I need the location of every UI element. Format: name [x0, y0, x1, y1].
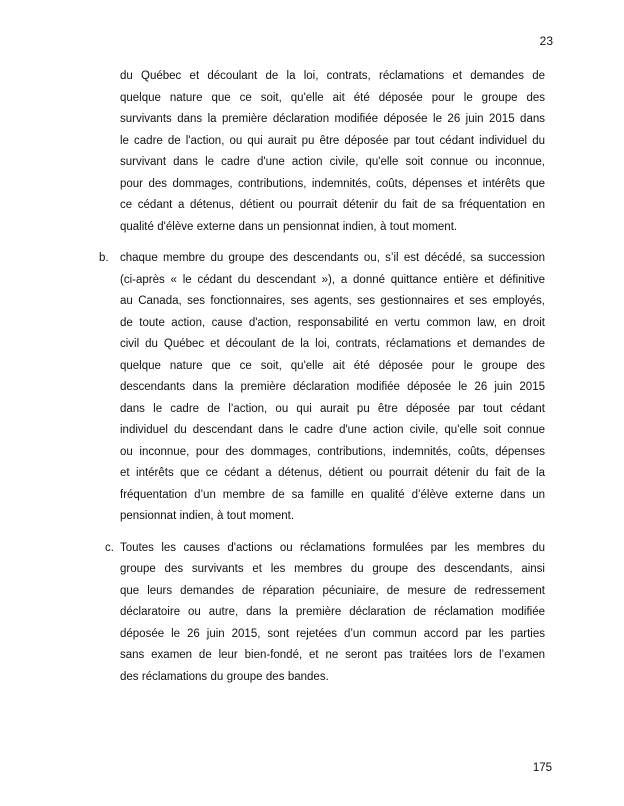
text-line: descendants dans la première déclaration modifiée déposée le 26 juin 2015 [120, 381, 545, 393]
text-line: déclaratoire ou autre, dans la première déclaration de réclamation modifiée [120, 606, 545, 618]
text-line: des réclamations du groupe des bandes. [120, 670, 329, 683]
text-line: de toute action, cause d'action, responsabilité en vertu common law, en droit [120, 316, 545, 329]
text-line: survivants dans la première déclaration modifiée déposée le 26 juin 2015 dans [120, 113, 545, 125]
text-line: ou inconnue, pour des dommages, contributions, indemnités, coûts, dépenses [120, 445, 545, 458]
text-line: qualité d'élève externe dans un pensionnat indien, à tout moment. [120, 220, 458, 233]
text-line: groupe des survivants et les membres du groupe des descendants, ainsi [120, 563, 545, 575]
text-line: (ci-après « le cédant du descendant »), a donné quittance entière et définitive [120, 273, 545, 286]
text-line: Toutes les causes d'actions ou réclamations formulées par les membres du [120, 541, 545, 554]
text-line: quelque nature que ce soit, qu'elle ait été déposée pour le groupe des [120, 91, 545, 104]
text-line: survivant dans le cadre d'une action civile, qu'elle soit connue ou inconnue, [120, 156, 545, 168]
text-line: individuel du descendant dans le cadre d'une action civile, qu'elle soit connue [120, 424, 545, 436]
text-line: chaque membre du groupe des descendants ou, s’il est décédé, sa succession [120, 252, 545, 264]
text-line: ce cédant a détenus, détient ou pourrait détenir du fait de sa fréquentation en [120, 199, 545, 211]
footer-page-number: 175 [532, 762, 552, 774]
text-line: sans examen de leur bien-fondé, et ne seront pas traitées lors de l’examen [120, 649, 545, 661]
text-line: du Québec et découlant de la loi, contrats, réclamations et demandes de [120, 70, 545, 82]
text-line: le cadre de l'action, ou qui aurait pu être déposée par tout cédant individuel du [120, 134, 545, 147]
list-marker-item-b: b. [99, 252, 109, 264]
header-page-number: 23 [539, 34, 553, 48]
text-line: au Canada, ses fonctionnaires, ses agents, ses gestionnaires et ses employés, [120, 295, 545, 307]
paragraph-item-a-continuation [120, 66, 545, 238]
text-line: et intérêts que ce cédant a détenus, détient ou pourrait détenir du fait de la [120, 467, 545, 479]
text-line: civil du Québec et découlant de la loi, contrats, réclamations et demandes de [120, 338, 545, 350]
text-line: pour des dommages, contributions, indemnités, coûts, dépenses et intérêts que [120, 177, 545, 190]
document-body [99, 66, 545, 688]
text-line: dans le cadre de l’action, ou qui aurait pu être déposée par tout cédant [120, 402, 545, 415]
text-line: que leurs demandes de réparation pécuniaire, de mesure de redressement [120, 584, 545, 597]
paragraph-item-b [99, 248, 545, 528]
text-line: quelque nature que ce soit, qu'elle ait été déposée pour le groupe des [120, 359, 545, 372]
text-line: fréquentation d’un membre de sa famille en qualité d’élève externe dans un [120, 488, 545, 501]
text-line: déposée le 26 juin 2015, sont rejetées d’un commun accord par les parties [120, 627, 545, 640]
text-line: pensionnat indien, à tout moment. [120, 510, 295, 522]
paragraph-item-c [105, 538, 545, 689]
list-marker-item-c: c. [105, 541, 114, 554]
